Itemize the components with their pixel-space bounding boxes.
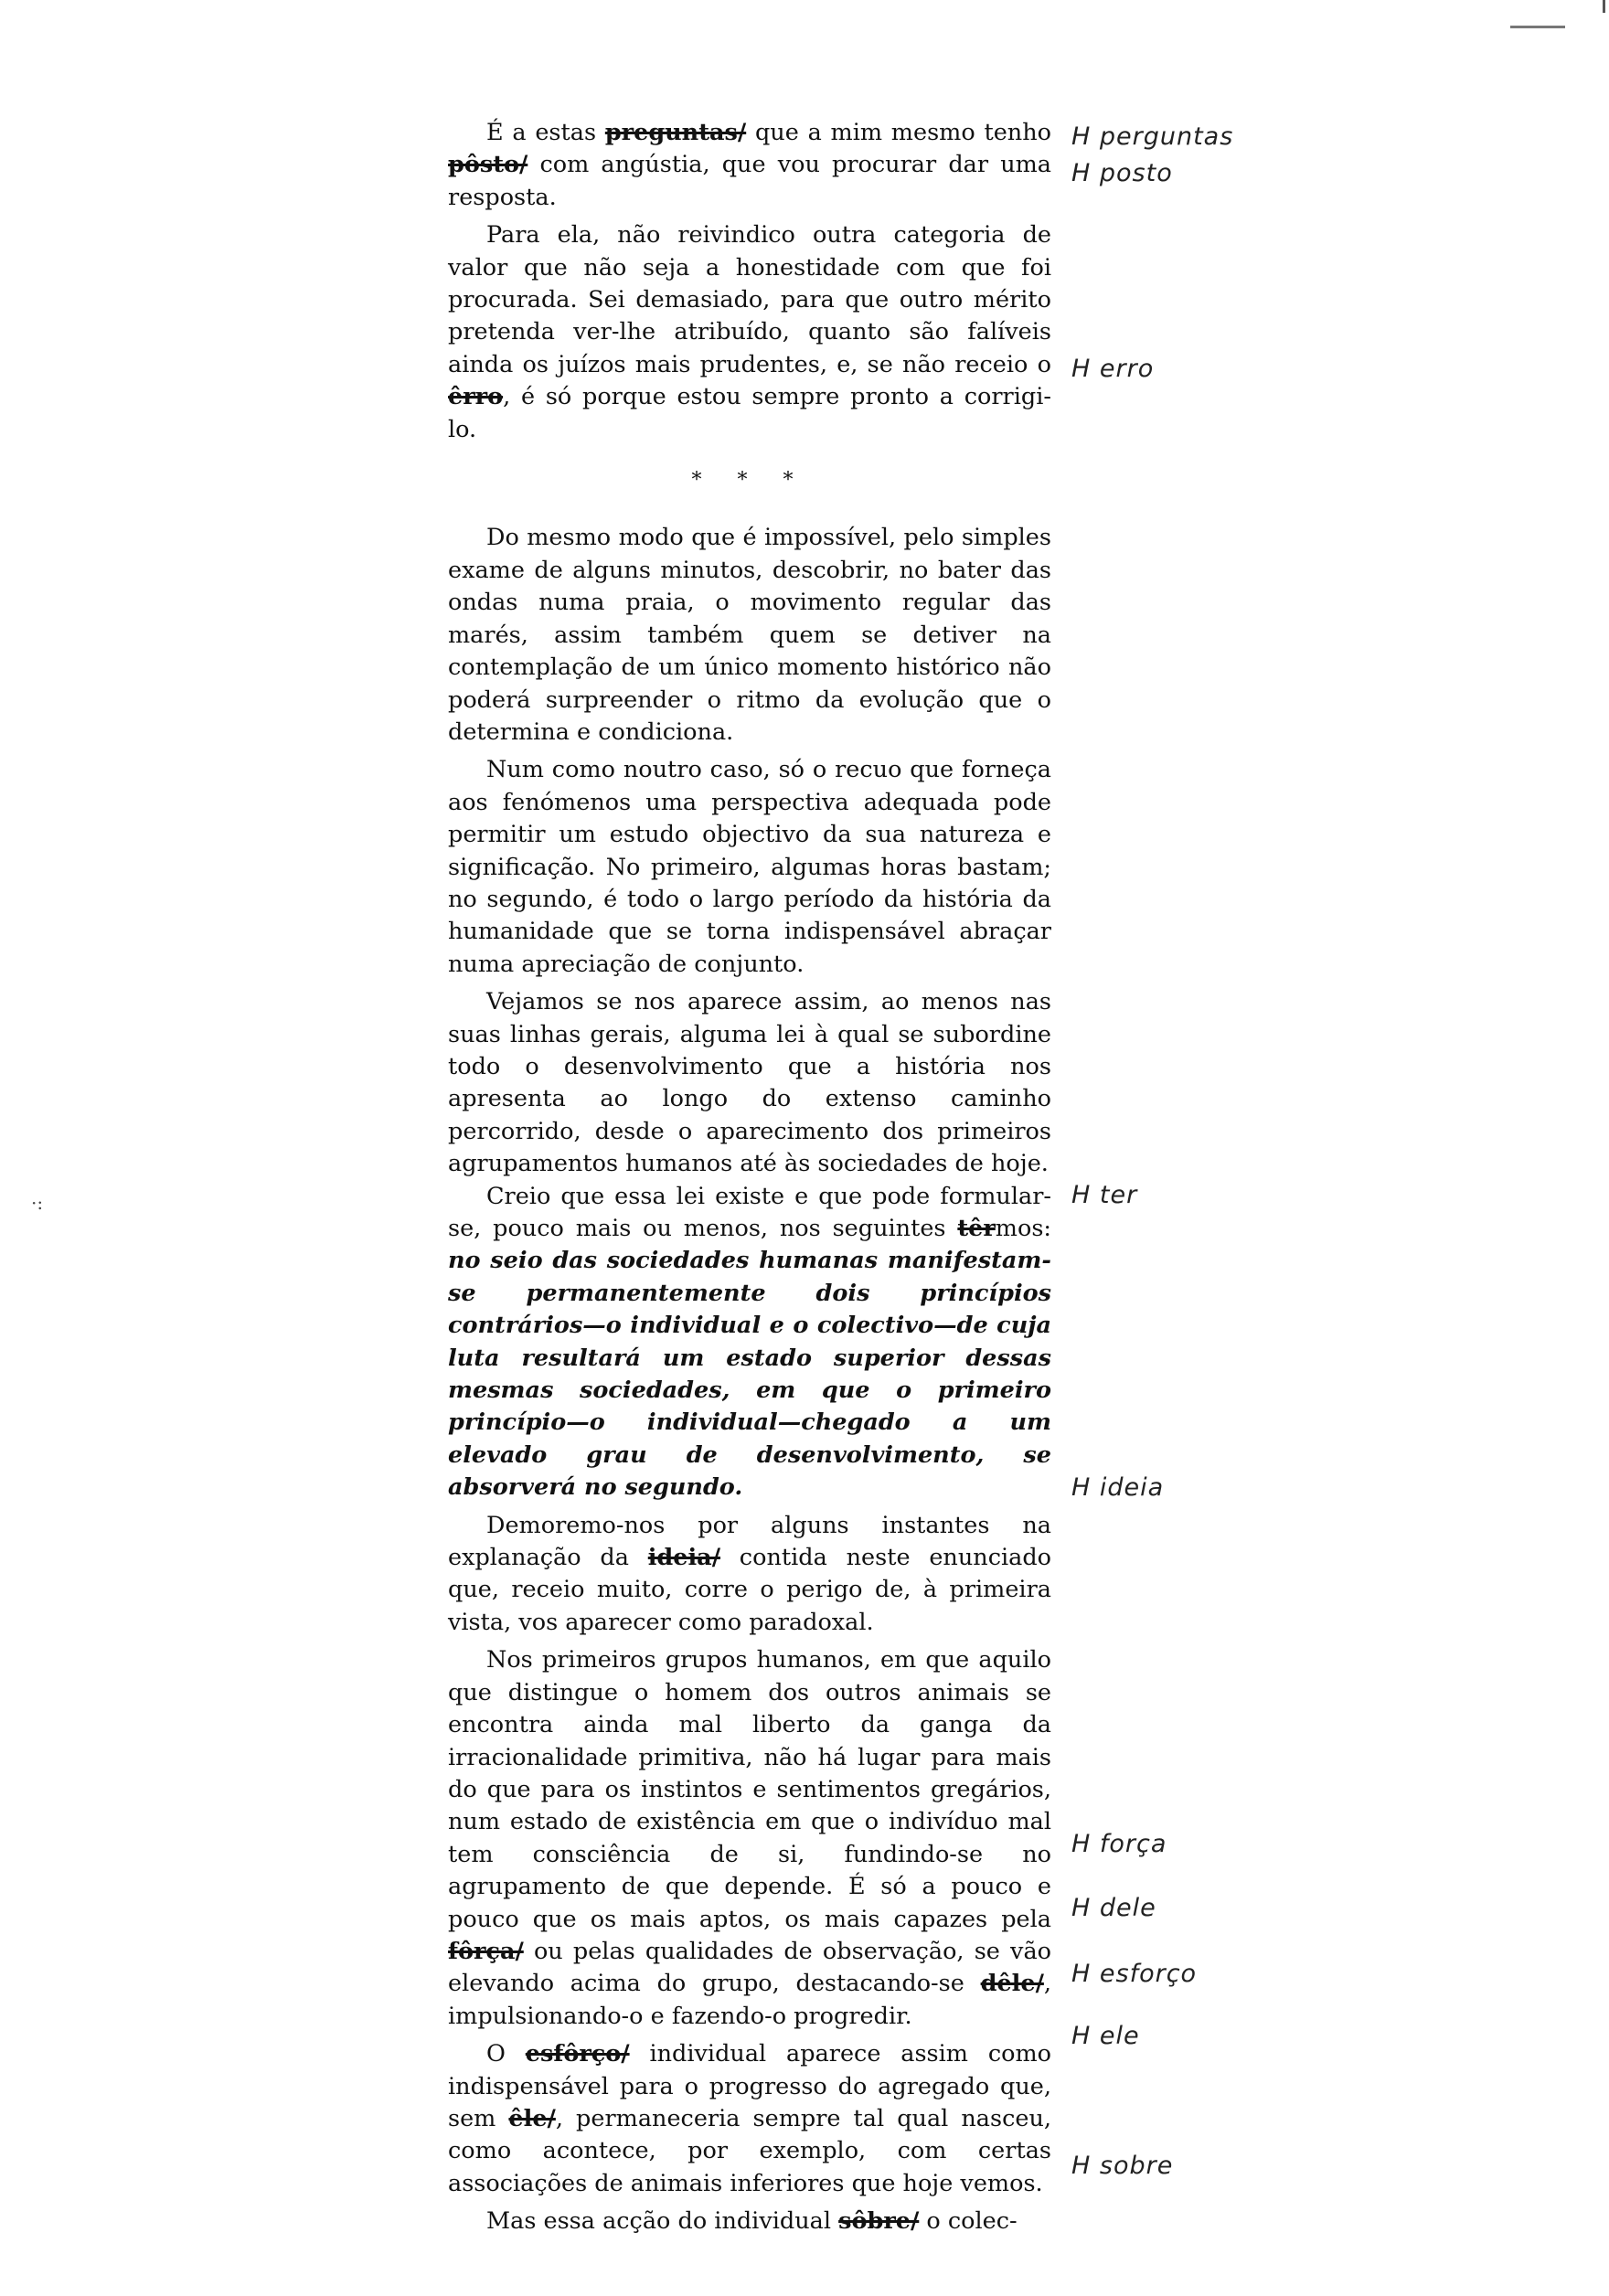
text-run: individual aparece assim como indispensável para o progresso do agregado que, sem (448, 2040, 1052, 2132)
paragraph (448, 219, 1051, 446)
paragraph (448, 1181, 1051, 1504)
paragraph (448, 117, 1051, 214)
struck-word: êrro (448, 383, 504, 411)
text-run: ou pelas qualidades de observação, se vão elevando acima do grupo, destacando-se (448, 1937, 1051, 1998)
margin-note: H perguntas (1071, 122, 1234, 151)
text-run: com angústia, que vou procurar dar uma resposta. (448, 151, 1051, 211)
text-run: Num como noutro caso, só o recuo que forneça aos fenómenos uma perspectiva adequada pode permitir um estudo objectivo da sua natureza e significação. No primeiro, algumas horas bastam; no segundo, é todo o largo período da história da humanidade que se torna indispensável abraçar numa apreciação de conjunto. (448, 756, 1051, 978)
struck-word: esfôrço/ (525, 2040, 630, 2068)
paragraph (448, 754, 1051, 981)
text-run: o colec- (919, 2207, 1018, 2236)
thesis-block (448, 1181, 1051, 2238)
text-run: que a mim mesmo tenho (746, 119, 1051, 146)
text-run: Vejamos se nos aparece assim, ao menos nas suas linhas gerais, alguma lei à qual se subordine todo o desenvolvimento que a história nos apresenta ao longo do extenso caminho percorrido, desde o aparecimento dos primeiros agrupamentos humanos até às sociedades de hoje. (448, 988, 1051, 1178)
margin-note: H força (1071, 1830, 1167, 1858)
struck-word: sôbre/ (838, 2207, 920, 2236)
corner-tick (1603, 0, 1605, 13)
history-block (448, 522, 1051, 1180)
text-run: É a estas (486, 119, 605, 146)
margin-note: H ele (1071, 2022, 1140, 2050)
text-run: , é só porque estou sempre pronto a corrigi-lo. (448, 383, 1051, 443)
struck-word: êle/ (508, 2104, 556, 2132)
struck-word: têr (957, 1215, 996, 1242)
struck-word: ideia/ (647, 1544, 721, 1572)
emphasized-text: no seio das sociedades humanas manifestam-se permanentemente dois princípios contrários—o individual e o colectivo—de cuja luta resultará um estado superior dessas mesmas sociedades, em que o primeiro princípio—o individual—chegado a um elevado grau de desenvolvimento, se absorverá no segundo. (448, 1247, 1051, 1502)
margin-note: H esforço (1071, 1960, 1198, 1988)
struck-word: preguntas/ (604, 119, 747, 146)
text-column (448, 117, 1051, 2238)
paragraph (448, 522, 1051, 749)
text-run: O (486, 2040, 526, 2068)
text-run: Para ela, não reivindico outra categoria de valor que não seja a honestidade com que foi procurada. Sei demasiado, para que outro mérito pretenda ver-lhe atribuído, quanto são falíveis ainda os juízos mais prudentes, e, se não receio o (448, 221, 1051, 378)
paragraph (448, 1510, 1051, 1640)
text-run: , permaneceria sempre tal qual nasceu, como acontece, por exemplo, com certas associações de animais inferiores que hoje vemos. (448, 2104, 1051, 2197)
struck-word: pôsto/ (448, 151, 528, 179)
margin-note: H sobre (1071, 2152, 1174, 2180)
text-run: Creio que essa lei existe e que pode formular-se, pouco mais ou menos, nos seguintes (448, 1182, 1051, 1242)
text-run: mos: (995, 1215, 1051, 1242)
struck-word: fôrça/ (448, 1937, 524, 1965)
margin-note: H erro (1071, 355, 1155, 383)
text-run: Demoremo-nos por alguns instantes na explanação da (448, 1511, 1051, 1572)
section-separator: * * * (691, 469, 808, 493)
text-run: , impulsionando-o e fazendo-o progredir. (448, 1970, 1051, 2030)
stray-mark: ·: (31, 1192, 44, 1214)
margin-note: H posto (1071, 159, 1173, 187)
paragraph (448, 2206, 1051, 2238)
margin-note: H ter (1071, 1181, 1138, 1209)
intro-block (448, 117, 1051, 446)
text-run: Mas essa acção do individual (486, 2207, 839, 2236)
text-run: Nos primeiros grupos humanos, em que aquilo que distingue o homem dos outros animais se encontra ainda mal liberto da ganga da irracionalidade primitiva, não há lugar para mais do que para os instintos e sentimentos gregários, num estado de existência em que o indivíduo mal tem consciência de si, fundindo-se no agrupamento de que depende. É só a pouco e pouco que os mais aptos, os mais capazes pela (448, 1646, 1051, 1933)
text-run: Do mesmo modo que é impossível, pelo simples exame de alguns minutos, descobrir, no bater das ondas numa praia, o movimento regular das marés, assim também quem se detiver na contemplação de um único momento histórico não poderá surpreender o ritmo da evolução que o determina e condiciona. (448, 524, 1051, 746)
paragraph (448, 1644, 1051, 2033)
text-run: contida neste enunciado que, receio muito, corre o perigo de, à primeira vista, vos aparecer como paradoxal. (448, 1544, 1052, 1636)
margin-note: H ideia (1071, 1473, 1165, 1502)
corner-mark (1510, 26, 1565, 28)
struck-word: dêle/ (980, 1970, 1044, 1998)
margin-note: H dele (1071, 1894, 1156, 1922)
paragraph (448, 986, 1051, 1180)
paragraph (448, 2038, 1051, 2200)
